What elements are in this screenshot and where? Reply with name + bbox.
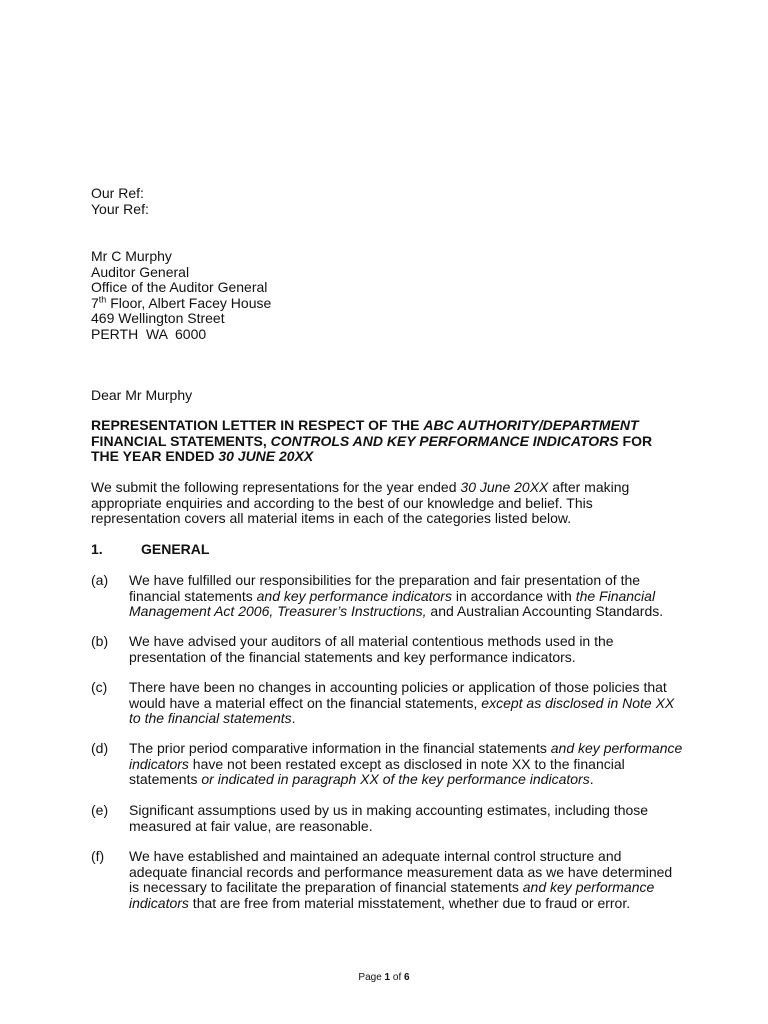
section-title: GENERAL	[141, 541, 210, 557]
recipient-name: Mr C Murphy	[91, 248, 172, 264]
page-footer: Page 1 of 6	[358, 972, 410, 983]
item-label: (d)	[91, 740, 109, 756]
item-text: There have been no changes in accounting policies or application of those policies that would have a material effect on the financial statements, except as disclosed in Note XX to the financial statements.	[129, 679, 675, 726]
item-text: We have established and maintained an adequate internal control structure and adequate financial records and performance measurement data as we have determined is necessary to facilitate the preparation of financial statements and key performance indicators that are free from material misstatement, whether due to fraud or error.	[129, 848, 673, 911]
item-label: (f)	[91, 848, 105, 864]
item-label: (a)	[91, 572, 109, 588]
letter-heading: REPRESENTATION LETTER IN RESPECT OF THE ABC AUTHORITY/DEPARTMENT FINANCIAL STATEMENTS, CONTROLS AND KEY PERFORMANCE INDICATORS FOR THE YEAR ENDED 30 JUNE 20XX	[91, 417, 653, 464]
item-label: (e)	[91, 802, 109, 818]
section-heading-general	[91, 542, 711, 558]
your-ref: Your Ref:	[91, 200, 149, 217]
recipient-street: 469 Wellington Street	[91, 310, 225, 326]
reference-block	[91, 186, 711, 217]
recipient-address	[91, 249, 711, 342]
item-label: (b)	[91, 633, 109, 649]
salutation: Dear Mr Murphy	[91, 387, 193, 403]
intro-paragraph: We submit the following representations for the year ended 30 June 20XX after making appropriate enquiries and according to the best of our knowledge and belief. This representation covers all material items in each of the categories listed below.	[91, 479, 630, 526]
section-number: 1.	[91, 541, 103, 557]
recipient-office: Office of the Auditor General	[91, 279, 268, 295]
page-total: 6	[404, 972, 410, 983]
page-current: 1	[384, 972, 391, 983]
recipient-title: Auditor General	[91, 263, 190, 280]
our-ref: Our Ref:	[91, 185, 144, 201]
recipient-city: PERTH WA 6000	[91, 325, 207, 342]
item-text: The prior period comparative information in the financial statements and key performance indicators have not been restated except as disclosed in note XX to the financial statements or indicated in paragraph XX of the key performance indicators.	[129, 740, 683, 787]
item-text: We have advised your auditors of all material contentious methods used in the presentation of the financial statements and key performance indicators.	[129, 633, 614, 665]
item-label: (c)	[91, 679, 108, 695]
item-text: Significant assumptions used by us in making accounting estimates, including those measured at fair value, are reasonable.	[129, 802, 649, 834]
recipient-floor: 7th Floor, Albert Facey House	[91, 293, 272, 311]
item-text: We have fulfilled our responsibilities for the preparation and fair presentation of the financial statements and key performance indicators in accordance with the Financial Management Act 2006, Treasurer’s Instructions, and Australian Accounting Standards.	[129, 572, 664, 619]
